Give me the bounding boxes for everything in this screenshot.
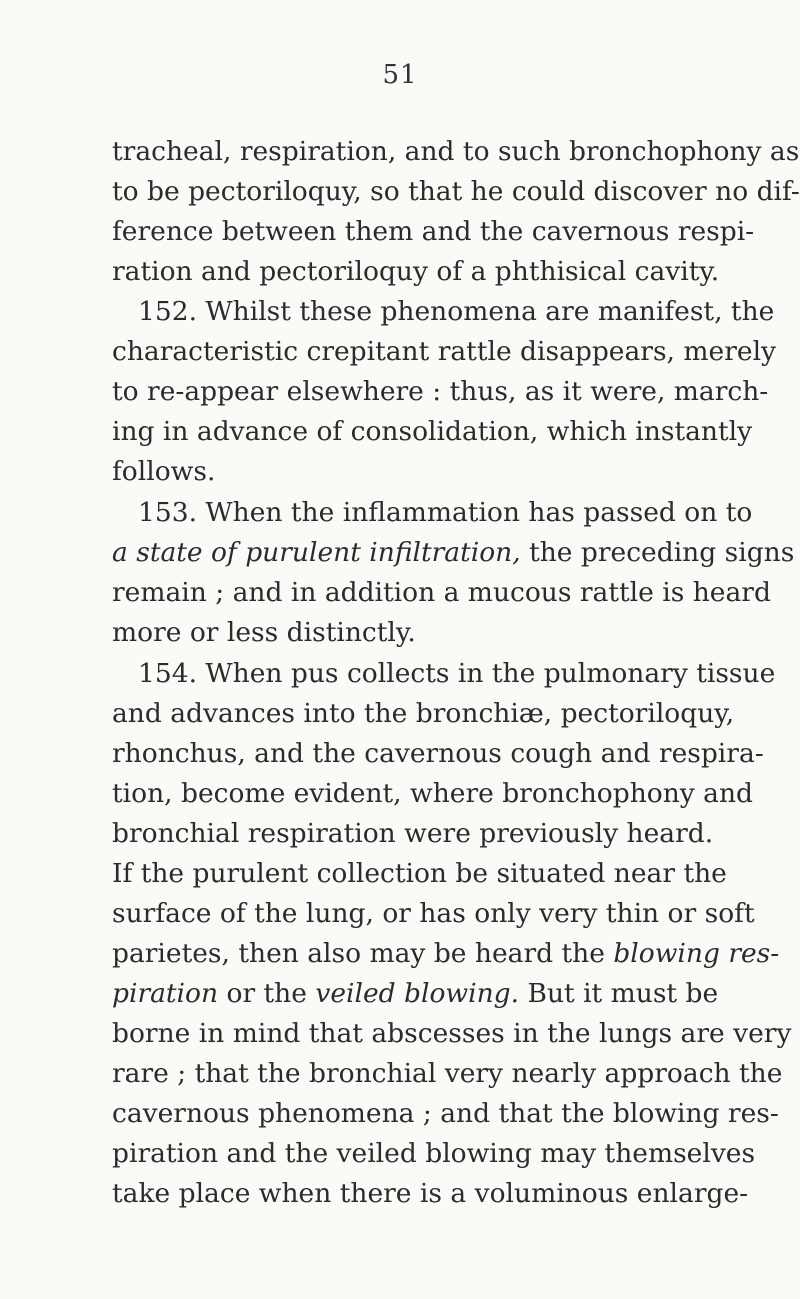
text-line: characteristic crepitant rattle disappears, merely bbox=[112, 336, 777, 367]
text-line: cavernous phenomena ; and that the blowing res- bbox=[112, 1098, 779, 1129]
text-line: ference between them and the cavernous respi- bbox=[112, 216, 755, 247]
text-line: 152. Whilst these phenomena are manifest, the bbox=[138, 296, 775, 327]
text-line: surface of the lung, or has only very thin or soft bbox=[112, 898, 755, 929]
text-line: rhonchus, and the cavernous cough and respira- bbox=[112, 738, 764, 769]
text-line: remain ; and in addition a mucous rattle is heard bbox=[112, 577, 771, 608]
text-line: tracheal, respiration, and to such bronchophony as bbox=[112, 136, 800, 167]
text-line: piration or the veiled blowing. But it must be bbox=[112, 978, 719, 1009]
text-line: a state of purulent infiltration, the preceding signs bbox=[112, 537, 795, 568]
text-line: piration and the veiled blowing may themselves bbox=[112, 1138, 756, 1169]
text-line: ration and pectoriloquy of a phthisical cavity. bbox=[112, 256, 720, 287]
text-line: tion, become evident, where bronchophony and bbox=[112, 778, 754, 809]
text-line: to re-appear elsewhere : thus, as it were, march- bbox=[112, 376, 769, 407]
text-line: to be pectoriloquy, so that he could discover no dif- bbox=[112, 176, 800, 207]
page-number: 51 bbox=[382, 60, 418, 90]
text-line: take place when there is a voluminous enlarge- bbox=[112, 1178, 749, 1209]
text-line: and advances into the bronchiæ, pectoriloquy, bbox=[112, 698, 735, 729]
text-line: parietes, then also may be heard the blowing res- bbox=[112, 938, 780, 969]
text-line: follows. bbox=[112, 456, 216, 487]
text-line: If the purulent collection be situated near the bbox=[112, 858, 727, 889]
text-line: 154. When pus collects in the pulmonary tissue bbox=[138, 658, 776, 689]
text-line: rare ; that the bronchial very nearly approach the bbox=[112, 1058, 783, 1089]
text-line: borne in mind that abscesses in the lungs are very bbox=[112, 1018, 792, 1049]
text-line: more or less distinctly. bbox=[112, 617, 416, 648]
text-line: bronchial respiration were previously heard. bbox=[112, 818, 714, 849]
text-line: ing in advance of consolidation, which instantly bbox=[112, 416, 753, 447]
text-line: 153. When the inflammation has passed on to bbox=[138, 497, 753, 528]
